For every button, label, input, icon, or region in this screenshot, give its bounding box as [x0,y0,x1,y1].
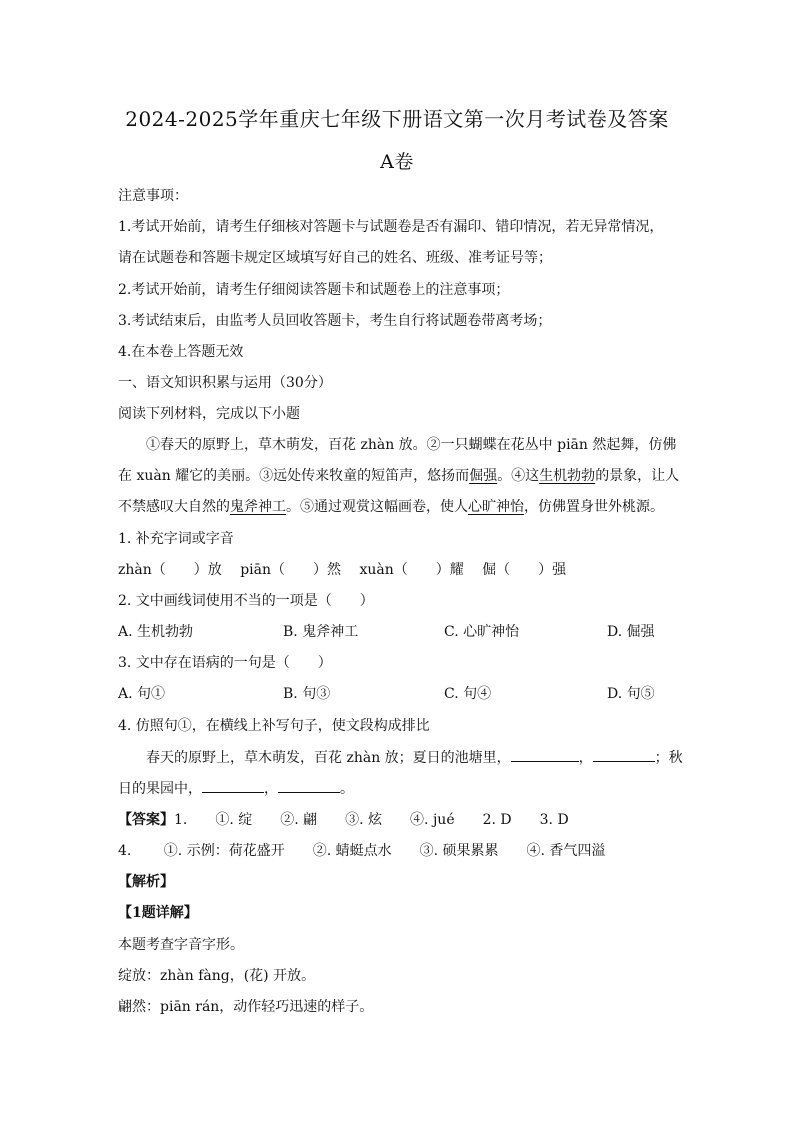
question-3-option-b: B. 句③ [283,686,331,702]
passage-text: 不禁感叹大自然的 [118,499,230,515]
question-4-text: ， [264,781,278,797]
answer-line-1 [118,810,569,830]
answer-blank[interactable] [593,747,655,762]
answer-line-2: 4. ①. 示例：荷花盛开 ②. 蜻蜓点水 ③. 硕果累累 ④. 香气四溢 [118,843,606,859]
question-4-line-1 [146,747,683,768]
underlined-word: 生机勃勃 [539,468,596,484]
passage-line-2 [118,466,679,486]
passage-text: 。④这 [497,468,540,484]
underlined-word: 倔强 [469,468,498,484]
question-3-option-c: C. 句④ [444,686,492,702]
answer-text: 1. ①. 绽 ②. 翩 ③. 炫 ④. jué 2. D 3. D [174,812,569,828]
question-4-text: ；秋 [654,750,683,766]
question-1-stem: 1. 补充字词或字音 [118,531,234,547]
analysis-paragraph-3: 翩然：piān rán，动作轻巧迅速的样子。 [118,999,374,1015]
question-4-text: ， [578,750,593,766]
question-3-stem: 3. 文中存在语病的一句是（ ） [118,655,332,671]
notice-item-1a: 1.考试开始前，请考生仔细核对答题卡与试题卷是否有漏印、错印情况，若无异常情况， [118,219,664,235]
notice-item-4: 4.在本卷上答题无效 [118,344,244,360]
section-heading: 一、语文知识积累与运用（30分） [118,375,332,391]
question-4-line-2 [118,778,354,799]
passage-text: ，仿佛置身世外桃源。 [524,499,664,515]
question-1-blanks: zhàn（ ）放 piān（ ）然 xuàn（ ）耀 倔（ ）强 [118,562,567,578]
question-4-stem: 4. 仿照句①，在横线上补写句子，使文段构成排比 [118,718,430,734]
question-3-option-a: A. 句① [118,686,166,702]
question-4-text: 春天的原野上，草木萌发，百花 zhàn 放；夏日的池塘里， [146,750,511,766]
question-2-stem: 2. 文中画线词使用不当的一项是（ ） [118,593,374,609]
document-subtitle: A卷 [380,151,414,173]
answer-label: 【答案】 [118,812,174,828]
passage-text: 的景象，让人 [595,468,680,484]
passage-line-1: ①春天的原野上，草木萌发，百花 zhàn 放。②一只蝴蝶在花丛中 piān 然起舞，仿佛 [146,437,677,453]
question-2-option-a: A. 生机勃勃 [118,624,194,640]
notice-item-1b: 请在试题卷和答题卡规定区域填写好自己的姓名、班级、准考证号等； [118,250,552,266]
analysis-label: 【解析】 [118,874,174,890]
passage-text: 。⑤通过观赏这幅画卷，使人 [286,499,468,515]
notice-item-3: 3.考试结束后，由监考人员回收答题卡，考生自行将试题卷带离考场； [118,313,552,329]
underlined-word: 鬼斧神工 [230,499,286,515]
analysis-paragraph-2: 绽放：zhàn fàng，(花) 开放。 [118,968,316,984]
analysis-paragraph-1: 本题考查字音字形。 [118,937,244,953]
analysis-sub-label: 【1题详解】 [118,905,198,921]
answer-blank[interactable] [202,778,264,793]
underlined-word: 心旷神怡 [468,499,524,515]
question-2-option-d: D. 倔强 [607,624,655,640]
notice-item-2: 2.考试开始前，请考生仔细阅读答题卡和试题卷上的注意事项； [118,282,510,298]
notice-heading: 注意事项： [118,188,188,204]
answer-blank[interactable] [511,747,579,762]
answer-blank[interactable] [278,778,340,793]
passage-line-3 [118,497,664,517]
question-2-option-b: B. 鬼斧神工 [283,624,359,640]
reading-instruction: 阅读下列材料，完成以下小题 [118,406,300,422]
question-4-text: 。 [340,781,354,797]
question-4-text: 日的果园中， [118,781,202,797]
question-2-option-c: C. 心旷神怡 [444,624,520,640]
document-title: 2024-2025学年重庆七年级下册语文第一次月考试卷及答案 [125,107,669,131]
question-3-option-d: D. 句⑤ [607,686,655,702]
passage-text: 在 xuàn 耀它的美丽。③远处传来牧童的短笛声，悠扬而 [118,468,470,484]
